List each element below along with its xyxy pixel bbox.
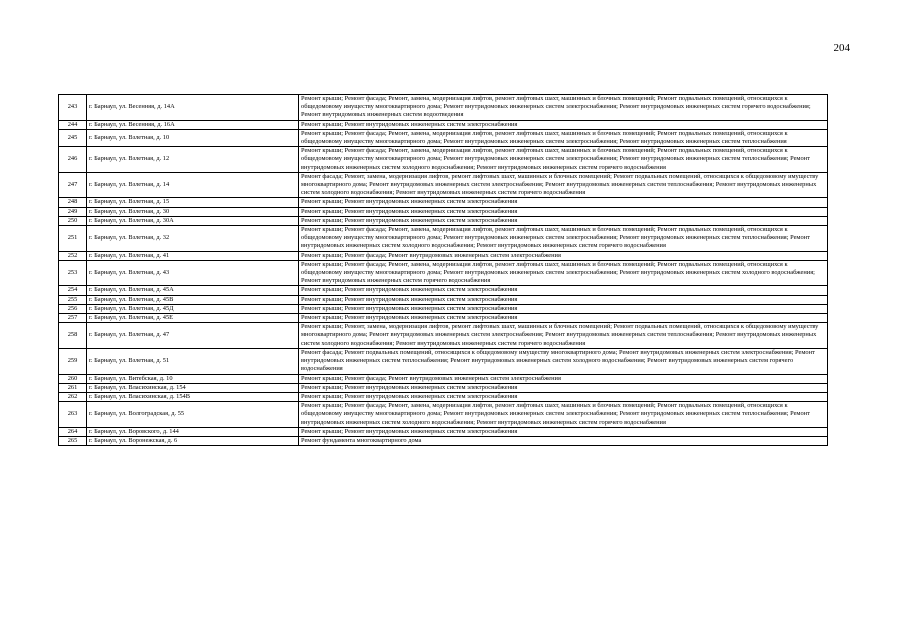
- address-cell: г. Барнаул, ул. Взлетная, д. 32: [87, 226, 299, 252]
- table-row: [59, 251, 828, 260]
- works-cell: Ремонт крыши; Ремонт фасада; Ремонт, замена, модернизация лифтов, ремонт лифтовых шахт, машинных и блочных помещений; Ремонт подвальных помещений, относящихся к общедомовому имуществу многоквартирного дома; Ремонт внутридомовых инженерных систем электроснабжения; Ремонт внутридомовых инженерных систем холодного водоснабжения; Ремонт внутридомовых инженерных систем горячего водоснабжения: [299, 260, 828, 286]
- address-cell: г. Барнаул, ул. Взлетная, д. 45Д: [87, 304, 299, 313]
- table-row: [59, 260, 828, 286]
- address-cell: г. Барнаул, ул. Взлетная, д. 30: [87, 207, 299, 216]
- row-number-cell: 252: [59, 251, 87, 260]
- table-row: [59, 207, 828, 216]
- row-number-cell: 250: [59, 216, 87, 225]
- works-cell: Ремонт крыши; Ремонт фасада; Ремонт, замена, модернизация лифтов, ремонт лифтовых шахт, машинных и блочных помещений; Ремонт подвальных помещений, относящихся к общедомовому имуществу многоквартирного дома; Ремонт внутридомовых инженерных систем электроснабжения; Ремонт внутридомовых инженерных систем теплоснабжения; Ремонт внутридомовых инженерных систем холодного водоснабжения; Ремонт внутридомовых инженерных систем горячего водоснабжения: [299, 226, 828, 252]
- table-row: [59, 120, 828, 129]
- works-cell: Ремонт фасада; Ремонт подвальных помещений, относящихся к общедомовому имуществу многоквартирного дома; Ремонт внутридомовых инженерных систем электроснабжения; Ремонт внутридомовых инженерных систем теплоснабжения; Ремонт внутридомовых инженерных систем холодного водоснабжения; Ремонт внутридомовых инженерных систем горячего водоснабжения: [299, 348, 828, 374]
- row-number-cell: 265: [59, 436, 87, 445]
- row-number-cell: 243: [59, 95, 87, 121]
- works-cell: Ремонт фундамента многоквартирного дома: [299, 436, 828, 445]
- table-row: [59, 198, 828, 207]
- works-cell: Ремонт крыши; Ремонт фасада; Ремонт внутридомовых инженерных систем электроснабжения: [299, 251, 828, 260]
- registry-body: [59, 95, 828, 446]
- row-number-cell: 244: [59, 120, 87, 129]
- row-number-cell: 255: [59, 295, 87, 304]
- address-cell: г. Барнаул, ул. Взлетная, д. 10: [87, 129, 299, 146]
- address-cell: г. Барнаул, ул. Весенняя, д. 14А: [87, 95, 299, 121]
- works-cell: Ремонт крыши; Ремонт внутридомовых инженерных систем электроснабжения: [299, 304, 828, 313]
- row-number-cell: 262: [59, 392, 87, 401]
- address-cell: г. Барнаул, ул. Взлетная, д. 45В: [87, 295, 299, 304]
- address-cell: г. Барнаул, ул. Власихинская, д. 154: [87, 383, 299, 392]
- works-cell: Ремонт крыши; Ремонт фасада; Ремонт, замена, модернизация лифтов, ремонт лифтовых шахт, машинных и блочных помещений; Ремонт подвальных помещений, относящихся к общедомовому имуществу многоквартирного дома; Ремонт внутридомовых инженерных систем электроснабжения; Ремонт внутридомовых инженерных систем горячего водоснабжения; Ремонт внутридомовых инженерных систем водоотведения: [299, 95, 828, 121]
- address-cell: г. Барнаул, ул. Взлетная, д. 15: [87, 198, 299, 207]
- table-row: [59, 314, 828, 323]
- address-cell: г. Барнаул, ул. Воровского, д. 144: [87, 427, 299, 436]
- row-number-cell: 246: [59, 147, 87, 173]
- works-cell: Ремонт крыши; Ремонт внутридомовых инженерных систем электроснабжения: [299, 120, 828, 129]
- row-number-cell: 256: [59, 304, 87, 313]
- row-number-cell: 259: [59, 348, 87, 374]
- table-row: [59, 304, 828, 313]
- table-row: [59, 436, 828, 445]
- works-cell: Ремонт крыши; Ремонт внутридомовых инженерных систем электроснабжения: [299, 286, 828, 295]
- row-number-cell: 261: [59, 383, 87, 392]
- works-cell: Ремонт крыши; Ремонт внутридомовых инженерных систем электроснабжения: [299, 207, 828, 216]
- address-cell: г. Барнаул, ул. Волгоградская, д. 55: [87, 402, 299, 428]
- table-row: [59, 147, 828, 173]
- table-row: [59, 383, 828, 392]
- row-number-cell: 251: [59, 226, 87, 252]
- table-row: [59, 295, 828, 304]
- works-cell: Ремонт крыши; Ремонт внутридомовых инженерных систем электроснабжения: [299, 383, 828, 392]
- table-row: [59, 374, 828, 383]
- table-row: [59, 95, 828, 121]
- table-row: [59, 286, 828, 295]
- row-number-cell: 263: [59, 402, 87, 428]
- address-cell: г. Барнаул, ул. Весенняя, д. 16А: [87, 120, 299, 129]
- repair-registry-table: [58, 94, 828, 446]
- address-cell: г. Барнаул, ул. Воронежская, д. 6: [87, 436, 299, 445]
- table-row: [59, 129, 828, 146]
- address-cell: г. Барнаул, ул. Взлетная, д. 45Е: [87, 314, 299, 323]
- address-cell: г. Барнаул, ул. Взлетная, д. 45А: [87, 286, 299, 295]
- works-cell: Ремонт крыши; Ремонт фасада; Ремонт внутридомовых инженерных систем электроснабжения: [299, 374, 828, 383]
- works-cell: Ремонт фасада; Ремонт, замена, модернизация лифтов, ремонт лифтовых шахт, машинных и блочных помещений; Ремонт подвальных помещений, относящихся к общедомовому имуществу многоквартирного дома; Ремонт внутридомовых инженерных систем электроснабжения; Ремонт внутридомовых инженерных систем теплоснабжения; Ремонт внутридомовых инженерных систем холодного водоснабжения; Ремонт внутридомовых инженерных систем горячего водоснабжения: [299, 172, 828, 198]
- row-number-cell: 260: [59, 374, 87, 383]
- address-cell: г. Барнаул, ул. Взлетная, д. 30А: [87, 216, 299, 225]
- row-number-cell: 248: [59, 198, 87, 207]
- table-row: [59, 402, 828, 428]
- row-number-cell: 257: [59, 314, 87, 323]
- table-row: [59, 172, 828, 198]
- address-cell: г. Барнаул, ул. Взлетная, д. 47: [87, 323, 299, 349]
- works-cell: Ремонт крыши; Ремонт внутридомовых инженерных систем электроснабжения: [299, 427, 828, 436]
- page-number: 204: [833, 42, 850, 54]
- works-cell: Ремонт крыши; Ремонт внутридомовых инженерных систем электроснабжения: [299, 314, 828, 323]
- table-row: [59, 392, 828, 401]
- address-cell: г. Барнаул, ул. Витебская, д. 10: [87, 374, 299, 383]
- table-row: [59, 323, 828, 349]
- works-cell: Ремонт крыши; Ремонт фасада; Ремонт, замена, модернизация лифтов, ремонт лифтовых шахт, машинных и блочных помещений; Ремонт подвальных помещений, относящихся к общедомовому имуществу многоквартирного дома; Ремонт внутридомовых инженерных систем электроснабжения; Ремонт внутридомовых инженерных систем теплоснабжения; Ремонт внутридомовых инженерных систем холодного водоснабжения; Ремонт внутридомовых инженерных систем горячего водоснабжения: [299, 402, 828, 428]
- address-cell: г. Барнаул, ул. Взлетная, д. 41: [87, 251, 299, 260]
- address-cell: г. Барнаул, ул. Власихинская, д. 154В: [87, 392, 299, 401]
- row-number-cell: 254: [59, 286, 87, 295]
- address-cell: г. Барнаул, ул. Взлетная, д. 51: [87, 348, 299, 374]
- works-cell: Ремонт крыши; Ремонт внутридомовых инженерных систем электроснабжения: [299, 392, 828, 401]
- address-cell: г. Барнаул, ул. Взлетная, д. 12: [87, 147, 299, 173]
- row-number-cell: 258: [59, 323, 87, 349]
- table-row: [59, 348, 828, 374]
- works-cell: Ремонт крыши; Ремонт внутридомовых инженерных систем электроснабжения: [299, 216, 828, 225]
- works-cell: Ремонт крыши; Ремонт, замена, модернизация лифтов, ремонт лифтовых шахт, машинных и блочных помещений; Ремонт подвальных помещений, относящихся к общедомовому имуществу многоквартирного дома; Ремонт внутридомовых инженерных систем электроснабжения; Ремонт внутридомовых инженерных систем теплоснабжения; Ремонт внутридомовых инженерных систем холодного водоснабжения; Ремонт внутридомовых инженерных систем горячего водоснабжения: [299, 323, 828, 349]
- row-number-cell: 264: [59, 427, 87, 436]
- row-number-cell: 245: [59, 129, 87, 146]
- row-number-cell: 249: [59, 207, 87, 216]
- row-number-cell: 247: [59, 172, 87, 198]
- table-row: [59, 427, 828, 436]
- address-cell: г. Барнаул, ул. Взлетная, д. 43: [87, 260, 299, 286]
- works-cell: Ремонт крыши; Ремонт внутридомовых инженерных систем электроснабжения: [299, 295, 828, 304]
- table-row: [59, 226, 828, 252]
- row-number-cell: 253: [59, 260, 87, 286]
- works-cell: Ремонт крыши; Ремонт фасада; Ремонт, замена, модернизация лифтов, ремонт лифтовых шахт, машинных и блочных помещений; Ремонт подвальных помещений, относящихся к общедомовому имуществу многоквартирного дома; Ремонт внутридомовых инженерных систем электроснабжения; Ремонт внутридомовых инженерных систем теплоснабжения: [299, 129, 828, 146]
- table-row: [59, 216, 828, 225]
- address-cell: г. Барнаул, ул. Взлетная, д. 14: [87, 172, 299, 198]
- works-cell: Ремонт крыши; Ремонт внутридомовых инженерных систем электроснабжения: [299, 198, 828, 207]
- works-cell: Ремонт крыши; Ремонт фасада; Ремонт, замена, модернизация лифтов, ремонт лифтовых шахт, машинных и блочных помещений; Ремонт подвальных помещений, относящихся к общедомовому имуществу многоквартирного дома; Ремонт внутридомовых инженерных систем электроснабжения; Ремонт внутридомовых инженерных систем теплоснабжения; Ремонт внутридомовых инженерных систем холодного водоснабжения; Ремонт внутридомовых инженерных систем горячего водоснабжения: [299, 147, 828, 173]
